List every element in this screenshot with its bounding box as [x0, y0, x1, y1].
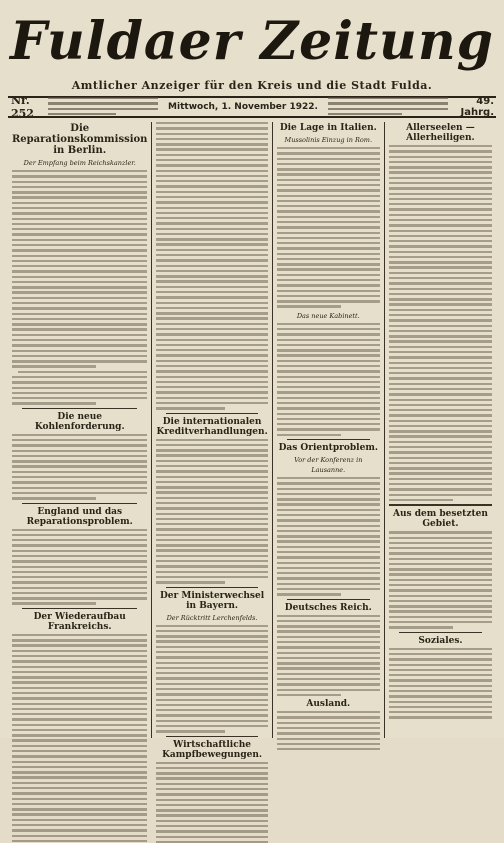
- issue-info-bar: [8, 96, 496, 118]
- article-body: [12, 170, 147, 405]
- masthead-title: Fuldaer Zeitung: [10, 11, 494, 72]
- article-body: [389, 531, 492, 628]
- article-body: [389, 145, 492, 501]
- divider: [166, 413, 257, 414]
- article-headline: Der Wiederaufbau Frankreichs.: [33, 611, 126, 632]
- article-body: [12, 529, 147, 605]
- article-subheadline: Vor der Konferenz in Lausanne.: [294, 456, 363, 475]
- article-body: [156, 439, 267, 584]
- divider: [287, 599, 370, 600]
- article-headline: Die internationalen Kreditverhandlungen.: [156, 416, 268, 437]
- article-headline: Die Reparationskommission in Berlin.: [12, 123, 148, 156]
- article-subheadline: Mussolinis Einzug in Rom.: [284, 136, 373, 144]
- article-headline: Wirtschaftliche Kampfbewegungen.: [162, 739, 263, 760]
- article-subheadline: Das neue Kabinett.: [296, 311, 360, 320]
- article-body: [277, 323, 380, 436]
- article-body: [156, 625, 267, 733]
- publisher-fine-print-left: [48, 97, 158, 117]
- article-body: [277, 711, 380, 750]
- article-headline: England und das Reparationsproblem.: [26, 506, 133, 527]
- article-body: [12, 634, 147, 842]
- article-headline: Ausland.: [306, 699, 351, 710]
- article-subheadline: Der Rücktritt Lerchenfelds.: [166, 613, 258, 622]
- article-headline: Der Ministerwechsel in Bayern.: [159, 590, 265, 611]
- article-subheadline: Der Empfang beim Reichskanzler.: [23, 159, 136, 167]
- article-headline: Soziales.: [418, 635, 463, 646]
- divider: [22, 503, 137, 504]
- article-body: [389, 648, 492, 719]
- masthead-subtitle: Amtlicher Anzeiger für den Kreis und die Stadt Fulda.: [71, 79, 433, 92]
- article-body: [277, 615, 380, 697]
- column-1: [8, 122, 152, 738]
- divider: [22, 408, 137, 409]
- article-headline: Deutsches Reich.: [284, 602, 372, 613]
- publisher-fine-print-right: [328, 97, 448, 117]
- issue-date: Mittwoch, 1. November 1922.: [168, 102, 318, 112]
- column-2: [152, 122, 272, 760]
- article-headline: Das Orientproblem.: [278, 443, 378, 454]
- column-4: [385, 122, 496, 738]
- issue-number: Nr. 252: [11, 94, 34, 120]
- divider: [389, 504, 492, 506]
- article-columns: [8, 122, 496, 760]
- article-headline: Allerseelen — Allerheiligen.: [406, 123, 475, 143]
- article-body: [277, 147, 380, 308]
- article-body: [277, 477, 380, 596]
- divider: [399, 632, 482, 633]
- article-headline: Die Lage in Italien.: [279, 123, 377, 133]
- column-3: [273, 122, 385, 738]
- divider: [287, 439, 370, 440]
- divider: [166, 736, 257, 737]
- divider: [166, 587, 257, 588]
- divider: [22, 608, 137, 609]
- article-body: [156, 762, 267, 843]
- article-body: [156, 122, 267, 410]
- article-body: [12, 434, 147, 500]
- issue-year: 49. Jahrg.: [460, 96, 494, 118]
- article-headline: Die neue Kohlenforderung.: [34, 411, 125, 432]
- article-headline: Aus dem besetzten Gebiet.: [392, 509, 488, 530]
